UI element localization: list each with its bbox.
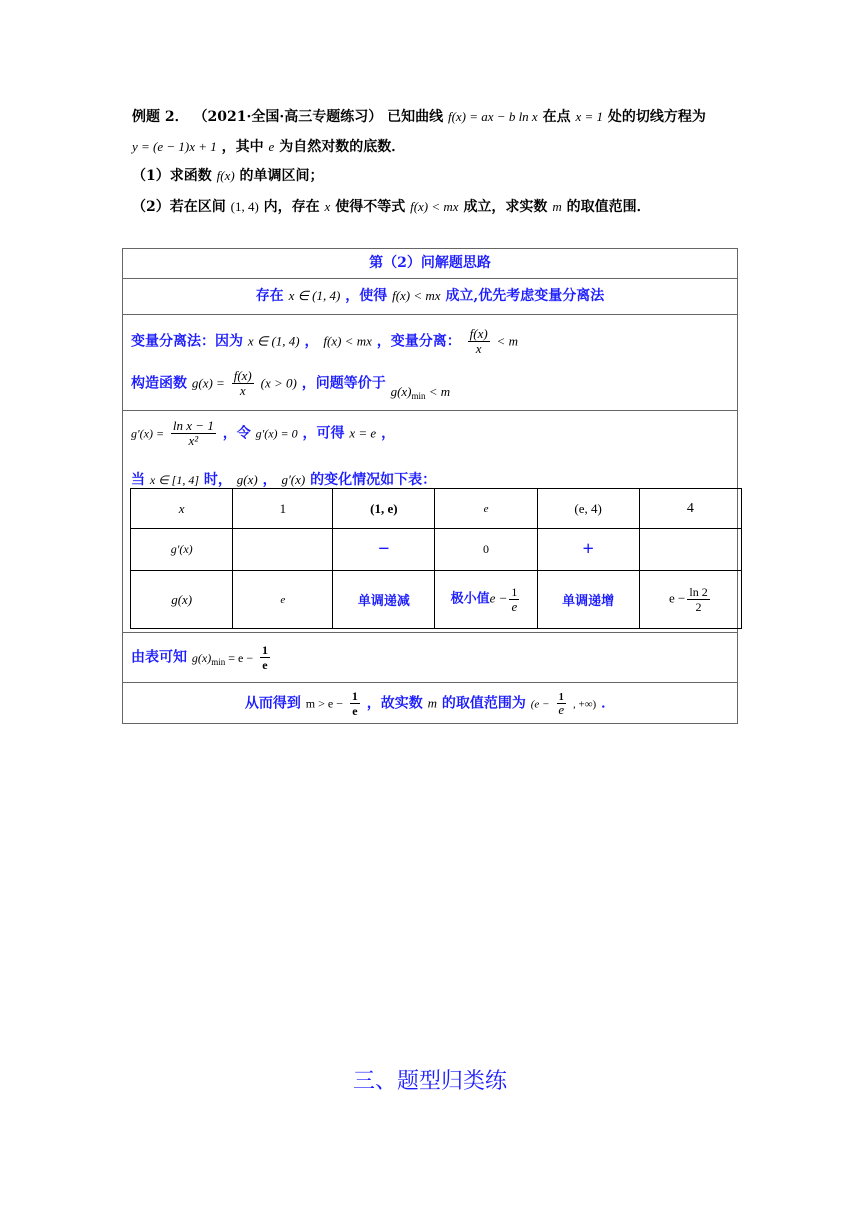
td-gprime-positive: + <box>537 529 639 571</box>
concl-open: (e − <box>530 698 550 711</box>
from-table-row <box>123 633 737 683</box>
sep-lt-m: < m <box>496 333 518 349</box>
concl-range-numerator: 1 <box>558 692 564 703</box>
tangent-text: 处的切线方程为 <box>607 109 706 125</box>
problem-source: （2021·全国·高三专题练习） <box>193 109 383 125</box>
concl-mid2: 的取值范围为 <box>441 695 526 712</box>
construct-lt: < m <box>428 383 451 399</box>
problem-line-1 <box>132 106 706 126</box>
where-text: ，其中 <box>221 139 264 155</box>
box-title: 第（2）问解题思路 <box>369 255 491 271</box>
g4-pre: e − <box>669 590 686 606</box>
td-gprime-zero: 0 <box>435 529 537 571</box>
problem-label: 例题 2． <box>132 109 189 125</box>
th-1-e: (1, e) <box>333 489 435 529</box>
g4-denominator: 2 <box>695 600 702 614</box>
construct-line <box>131 368 451 401</box>
td-gprime-1 <box>233 529 333 571</box>
q2-x: x <box>324 199 331 214</box>
problem-line-2 <box>132 136 405 156</box>
hint-mid: ，使得 <box>345 288 388 304</box>
concl-close: , +∞) <box>573 698 597 711</box>
sep-comma: ， <box>304 333 319 350</box>
from-min-subscript: min <box>211 656 226 667</box>
td-gprime-4 <box>639 529 741 571</box>
minimum-numerator: 1 <box>511 585 518 599</box>
variation-table <box>130 488 742 629</box>
q2-rest: 的取值范围． <box>566 199 651 215</box>
table-row-gprime <box>131 529 742 571</box>
conclusion-row <box>123 683 737 725</box>
construct-domain: (x > 0) <box>260 375 297 391</box>
concl-end: ． <box>601 695 616 712</box>
deriv-numerator: ln x − 1 <box>172 418 214 433</box>
box-title-row <box>123 249 737 279</box>
e-description: 为自然对数的底数． <box>279 139 406 155</box>
e-symbol: e <box>268 139 275 154</box>
deriv-denominator: x² <box>188 433 199 448</box>
th-e-4: (e, 4) <box>537 489 639 529</box>
concl-fraction <box>350 689 360 718</box>
sep-inequality: f(x) < mx <box>323 333 372 349</box>
sep-numerator: f(x) <box>469 326 488 341</box>
sep-denominator: x <box>475 341 482 356</box>
hint-inequality: f(x) < mx <box>392 288 441 303</box>
sep-set: x ∈ (1, 4) <box>247 333 300 349</box>
point-value: x = 1 <box>575 109 604 124</box>
hint-post: 成立,优先考虑变量分离法 <box>445 288 605 304</box>
deriv-mid2: ，可得 <box>302 425 345 442</box>
from-numerator: 1 <box>261 643 268 657</box>
from-fraction <box>260 643 270 672</box>
when-gprime: g′(x) <box>281 472 306 487</box>
construct-lhs: g(x) = <box>191 375 225 391</box>
table-row-header <box>131 489 742 529</box>
from-gmin <box>192 651 253 665</box>
deriv-fraction <box>171 419 216 448</box>
q1-rest: 的单调区间； <box>239 168 324 184</box>
hint-pre: 存在 <box>255 288 284 304</box>
problem-intro: 已知曲线 <box>387 109 444 125</box>
separation-row <box>123 315 737 411</box>
td-g-increasing: 单调递增 <box>537 571 639 629</box>
minimum-fraction <box>509 585 519 614</box>
sep-fraction <box>468 327 490 356</box>
separation-line <box>131 327 518 356</box>
deriv-set-zero: g′(x) = 0 <box>255 426 298 441</box>
q2-mid2: 使得不等式 <box>335 199 406 215</box>
concl-denominator: e <box>352 704 358 718</box>
at-point-text: 在点 <box>542 109 571 125</box>
th-x: x <box>131 489 233 529</box>
td-g-label: g(x) <box>131 571 233 629</box>
derivative-line <box>131 419 395 448</box>
q2-inequality: f(x) < mx <box>410 199 459 214</box>
from-label: 由表可知 <box>131 649 187 666</box>
when-line <box>131 469 436 489</box>
th-4: 4 <box>639 489 741 529</box>
concl-m: m > e − <box>305 696 343 711</box>
when-pre: 当 <box>131 472 145 488</box>
q1-func: f(x) <box>216 168 235 183</box>
concl-range-fraction <box>556 692 566 715</box>
concl-numerator: 1 <box>351 689 358 703</box>
td-g-4 <box>639 571 741 629</box>
q2-mid3: 成立，求实数 <box>463 199 548 215</box>
construct-numerator: f(x) <box>233 368 252 383</box>
construct-mid: ，问题等价于 <box>301 375 386 392</box>
concl-range-denominator: e <box>558 702 565 717</box>
construct-min-subscript: min <box>411 390 426 401</box>
question-1 <box>132 165 324 185</box>
th-1: 1 <box>233 489 333 529</box>
deriv-lhs: g′(x) = <box>131 426 165 441</box>
from-denominator: e <box>262 658 268 672</box>
td-g-1: e <box>233 571 333 629</box>
minimum-label: 极小值 <box>450 591 490 607</box>
construct-gmin <box>391 384 451 399</box>
construct-denominator: x <box>239 383 246 398</box>
q2-m: m <box>552 199 562 214</box>
hint-set: x ∈ (1, 4) <box>288 288 341 303</box>
from-g: g(x) <box>191 650 212 665</box>
th-e: e <box>435 489 537 529</box>
concl-pre: 从而得到 <box>244 695 301 712</box>
concl-msym: m <box>427 695 437 711</box>
concl-mid: ，故实数 <box>366 695 423 712</box>
when-mid: 时， <box>203 472 232 488</box>
td-gprime-negative: − <box>333 529 435 571</box>
section-heading: 三、题型归类练 <box>352 1069 507 1094</box>
minimum-denominator: e <box>511 599 518 614</box>
when-post: 的变化情况如下表： <box>310 472 437 488</box>
construct-g: g(x) <box>390 383 412 399</box>
g4-fraction <box>687 585 709 614</box>
q2-label: （2）若在区间 <box>132 199 226 215</box>
construct-fraction <box>232 369 254 398</box>
td-g-decreasing: 单调递减 <box>333 571 435 629</box>
deriv-end: ， <box>381 425 396 442</box>
when-comma: ， <box>262 472 277 488</box>
curve-equation: f(x) = ax − b ln x <box>447 109 538 124</box>
deriv-root: x = e <box>349 425 377 441</box>
hint-row <box>123 279 737 315</box>
sep-mid: ，变量分离： <box>376 333 461 350</box>
when-g: g(x) <box>236 472 258 487</box>
construct-label: 构造函数 <box>131 375 187 392</box>
tangent-equation: y = (e − 1)x + 1 <box>132 139 217 154</box>
q1-label: （1）求函数 <box>132 168 212 184</box>
question-2 <box>132 196 651 216</box>
from-table-line <box>131 643 272 672</box>
when-interval: x ∈ [1, 4] <box>149 473 199 487</box>
table-row-g <box>131 571 742 629</box>
sep-label: 变量分离法：因为 <box>131 333 243 350</box>
td-g-minimum <box>435 571 537 629</box>
minimum-pre: e − <box>489 590 508 606</box>
from-eq: = e − <box>228 650 254 665</box>
q2-mid1: 内，存在 <box>263 199 320 215</box>
q2-interval: (1, 4) <box>230 199 259 214</box>
g4-numerator: ln 2 <box>689 585 708 599</box>
solution-box <box>122 248 738 724</box>
td-gprime-label: g′(x) <box>131 529 233 571</box>
deriv-mid1: ，令 <box>222 425 251 442</box>
